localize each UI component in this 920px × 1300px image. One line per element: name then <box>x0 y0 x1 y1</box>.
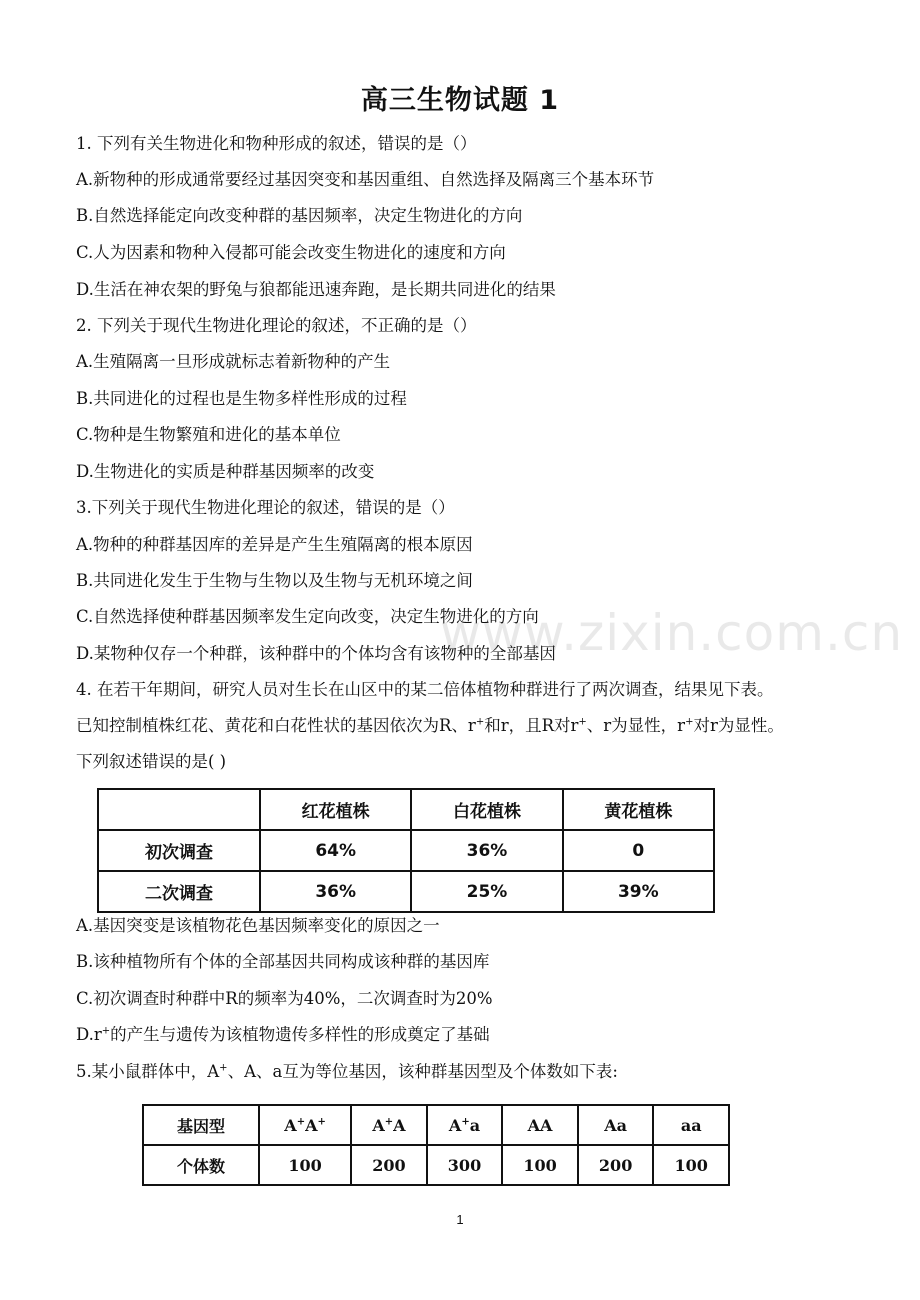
q4-survey-table <box>97 788 715 913</box>
table-row <box>143 1105 729 1145</box>
q2-option-a: A.生殖隔离一旦形成就标志着新物种的产生 <box>76 352 391 371</box>
table-cell: 0 <box>563 830 714 871</box>
q1-stem: 1. 下列有关生物进化和物种形成的叙述，错误的是（） <box>76 134 477 153</box>
q1-option-c: C.人为因素和物种入侵都可能会改变生物进化的速度和方向 <box>76 243 506 262</box>
q4-stem-line-2: 已知控制植株红花、黄花和白花性状的基因依次为R、r+和r，且R对r+、r为显性，r+对r为显性。 <box>76 716 784 735</box>
table-header-cell <box>98 789 260 830</box>
table-header-cell: 黄花植株 <box>563 789 714 830</box>
q3-option-c: C.自然选择使种群基因频率发生定向改变，决定生物进化的方向 <box>76 607 539 626</box>
q4-option-c: C.初次调查时种群中R的频率为40%，二次调查时为20% <box>76 989 493 1008</box>
table-cell-count: 200 <box>578 1145 654 1185</box>
q1-option-d: D.生活在神农架的野兔与狼都能迅速奔跑，是长期共同进化的结果 <box>76 280 556 299</box>
q4-option-a: A.基因突变是该植物花色基因频率变化的原因之一 <box>76 916 440 935</box>
table-cell-genotype: aa <box>653 1105 729 1145</box>
table-cell: 25% <box>411 871 562 912</box>
table-cell: 64% <box>260 830 411 871</box>
table-row <box>98 830 714 871</box>
table-cell-count: 100 <box>653 1145 729 1185</box>
page-title: 高三生物试题 1 <box>360 85 560 116</box>
table-cell: 二次调查 <box>98 871 260 912</box>
q1-option-b: B.自然选择能定向改变种群的基因频率，决定生物进化的方向 <box>76 206 523 225</box>
table-cell-count: 100 <box>502 1145 578 1185</box>
q5-stem: 5.某小鼠群体中，A+、A、a互为等位基因，该种群基因型及个体数如下表: <box>76 1062 618 1081</box>
q3-option-a: A.物种的种群基因库的差异是产生生殖隔离的根本原因 <box>76 535 473 554</box>
q2-stem: 2. 下列关于现代生物进化理论的叙述，不正确的是（） <box>76 316 477 335</box>
q4-stem-line-1: 4. 在若干年期间，研究人员对生长在山区中的某二倍体植物种群进行了两次调查，结果见下表。 <box>76 680 774 699</box>
q3-option-d: D.某物种仅存一个种群，该种群中的个体均含有该物种的全部基因 <box>76 644 556 663</box>
table-row <box>98 871 714 912</box>
table-row-label: 个体数 <box>143 1145 259 1185</box>
q4-option-d: D.r+的产生与遗传为该植物遗传多样性的形成奠定了基础 <box>76 1025 490 1044</box>
q1-option-a: A.新物种的形成通常要经过基因突变和基因重组、自然选择及隔离三个基本环节 <box>76 170 655 189</box>
table-header-cell: 红花植株 <box>260 789 411 830</box>
watermark: www.zixin.com.cn <box>440 604 904 662</box>
q4-option-b: B.该种植物所有个体的全部基因共同构成该种群的基因库 <box>76 952 490 971</box>
table-row <box>143 1145 729 1185</box>
q2-option-d: D.生物进化的实质是种群基因频率的改变 <box>76 462 375 481</box>
table-cell-count: 200 <box>351 1145 427 1185</box>
table-row-label: 基因型 <box>143 1105 259 1145</box>
q5-genotype-table <box>142 1104 730 1186</box>
table-header-row <box>98 789 714 830</box>
table-cell-count: 100 <box>259 1145 351 1185</box>
q2-option-b: B.共同进化的过程也是生物多样性形成的过程 <box>76 389 407 408</box>
table-cell-count: 300 <box>427 1145 503 1185</box>
table-cell-genotype: Aa <box>578 1105 654 1145</box>
q3-stem: 3.下列关于现代生物进化理论的叙述，错误的是（） <box>76 498 455 517</box>
table-header-cell: 白花植株 <box>411 789 562 830</box>
table-cell-genotype: A+a <box>427 1105 503 1145</box>
table-cell: 初次调查 <box>98 830 260 871</box>
q2-option-c: C.物种是生物繁殖和进化的基本单位 <box>76 425 341 444</box>
table-cell: 39% <box>563 871 714 912</box>
q4-stem-line-3: 下列叙述错误的是( ) <box>76 752 227 771</box>
table-cell-genotype: AA <box>502 1105 578 1145</box>
table-cell-genotype: A+A <box>351 1105 427 1145</box>
q3-option-b: B.共同进化发生于生物与生物以及生物与无机环境之间 <box>76 571 473 590</box>
table-cell: 36% <box>260 871 411 912</box>
table-cell-genotype: A+A+ <box>259 1105 351 1145</box>
table-cell: 36% <box>411 830 562 871</box>
page-number: 1 <box>456 1212 464 1227</box>
